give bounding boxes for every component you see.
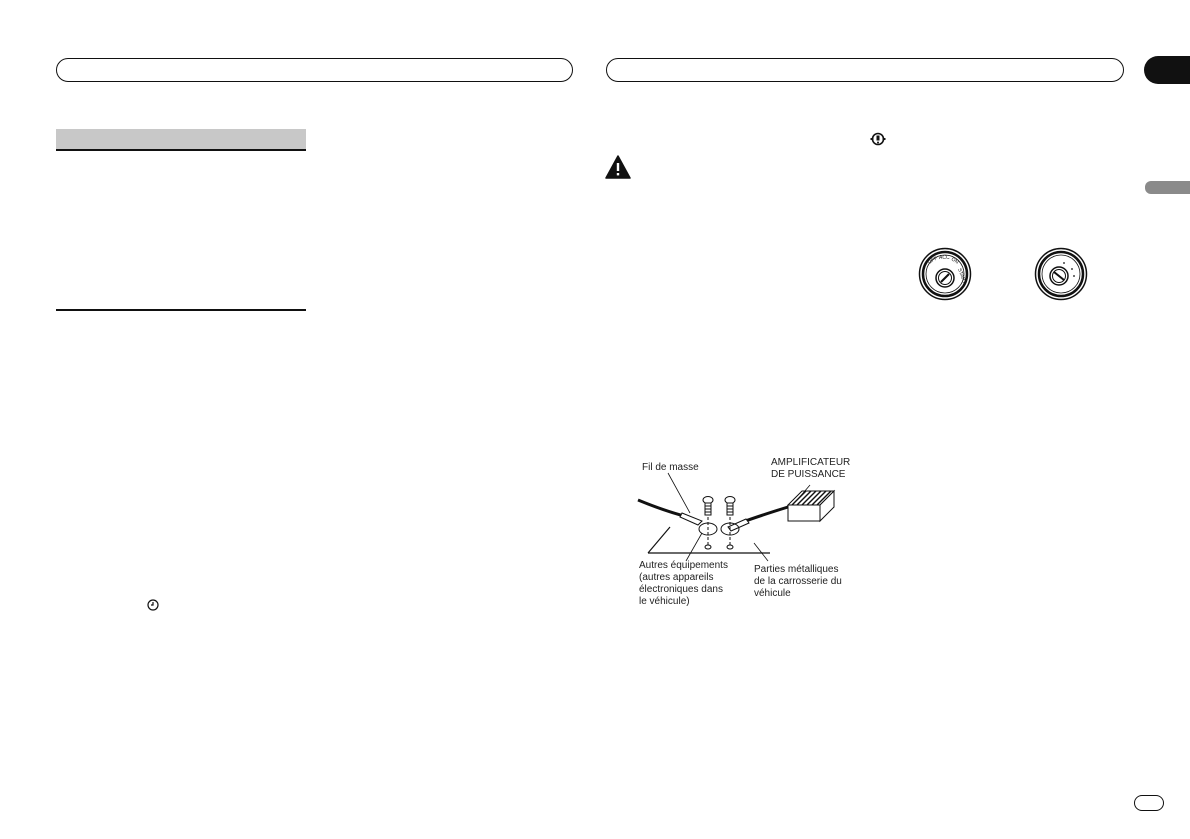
svg-text:OFF: OFF bbox=[927, 255, 939, 266]
label-metal-parts: Parties métalliques de la carrosserie du véhicule bbox=[754, 564, 842, 599]
right-page-header bbox=[606, 58, 1124, 82]
language-tab bbox=[1145, 181, 1190, 194]
warning-triangle-icon bbox=[605, 155, 631, 179]
svg-text:ON: ON bbox=[950, 256, 960, 266]
label-ground-wire: Fil de masse bbox=[642, 462, 699, 473]
label-amplifier: AMPLIFICATEUR DE PUISSANCE bbox=[771, 457, 851, 480]
ignition-switch-no-acc-icon bbox=[1034, 247, 1088, 301]
important-gear-icon bbox=[870, 131, 886, 147]
table-header bbox=[56, 129, 306, 151]
page-number-badge bbox=[1134, 795, 1164, 811]
section-number-tab bbox=[1144, 56, 1190, 84]
svg-text:START: START bbox=[956, 267, 968, 285]
svg-text:ACC: ACC bbox=[939, 255, 950, 261]
left-page-header bbox=[56, 58, 573, 82]
table-bottom-rule bbox=[56, 309, 306, 311]
label-other-equipment: Autres équipements (autres appareils électroniques dans le véhicule) bbox=[639, 560, 728, 607]
clock-icon bbox=[146, 598, 160, 612]
ignition-switch-acc-icon bbox=[918, 247, 972, 301]
